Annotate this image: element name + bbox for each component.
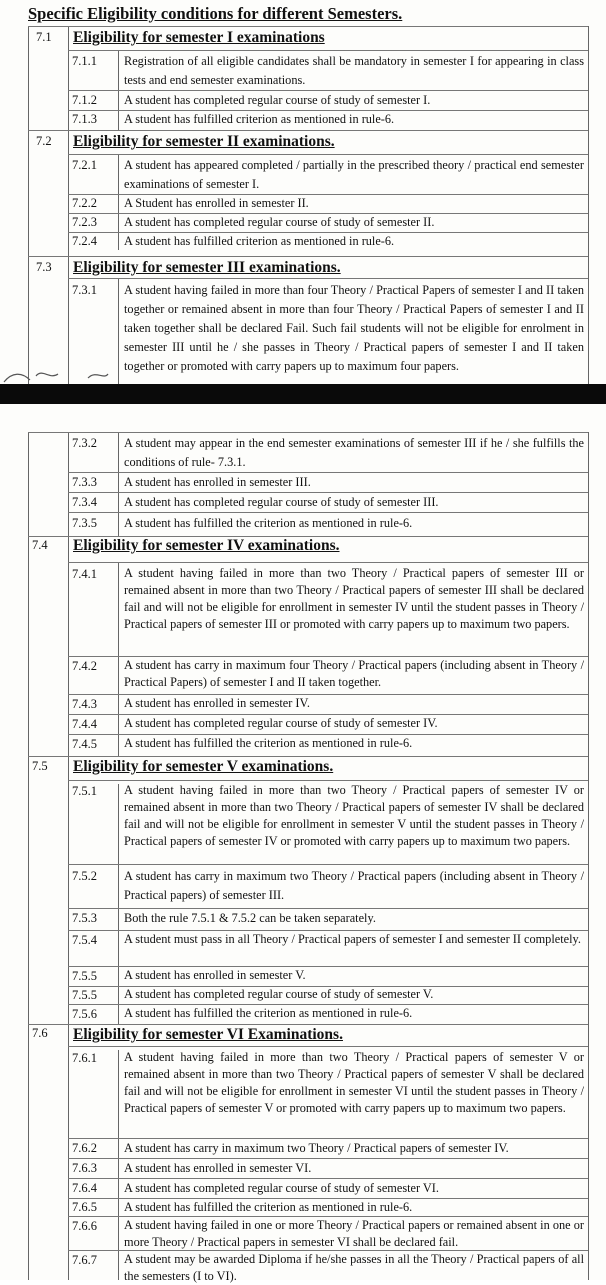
- table-border-rule: [118, 154, 119, 250]
- rule-text: A student has fulfilled the criterion as mentioned in rule-6.: [124, 1200, 413, 1214]
- rule-number: 7.6.3: [72, 1161, 97, 1175]
- page-heading: Specific Eligibility conditions for different Semesters.: [28, 4, 403, 23]
- table-rule-line: [68, 512, 588, 513]
- document-fragment-bottom: [0, 404, 606, 1283]
- table-border-rule: [118, 1050, 119, 1280]
- rule-number: 7.1.1: [72, 54, 97, 68]
- table-rule-line: [68, 864, 588, 865]
- rule-text: A Student has enrolled in semester II.: [124, 196, 309, 210]
- rule-number: 7.4.1: [72, 567, 97, 581]
- table-rule-line: [68, 780, 588, 781]
- rule-text: A student has enrolled in semester IV.: [124, 696, 310, 710]
- rule-number: 7.3.3: [72, 475, 97, 489]
- rule-number: 7.5.4: [72, 933, 97, 947]
- table-rule-line: [68, 562, 588, 563]
- rule-text: Both the rule 7.5.1 & 7.5.2 can be taken separately.: [124, 911, 376, 925]
- rule-number: 7.1.3: [72, 112, 97, 126]
- table-border-rule: [118, 784, 119, 1024]
- rule-text: A student having failed in more than two Theory / Practical papers of semester IV or remained absent in more than two Theory / Practical papers of semester IV shall be declared fail and will not be eligible for enrollment in semester V until the student passes in Theory / Practical papers of semester IV or promoted with carry papers up to maximum two papers.: [124, 783, 584, 848]
- rule-text: A student has fulfilled the criterion as mentioned in rule-6.: [124, 1006, 413, 1020]
- table-rule-line: [28, 432, 588, 433]
- rule-text: A student has fulfilled the criterion as mentioned in rule-6.: [124, 736, 413, 750]
- table-rule-line: [68, 154, 588, 155]
- rule-text: A student has completed regular course of study of semester V.: [124, 987, 434, 1001]
- table-rule-line: [28, 130, 588, 131]
- rule-text: A student having failed in one or more Theory / Practical papers or remained absent in one or more Theory / Practical papers in semester VI shall be declared fail.: [124, 1218, 584, 1249]
- rule-number: 7.6.5: [72, 1200, 97, 1214]
- section-title: Eligibility for semester II examinations.: [73, 133, 335, 150]
- rule-number: 7.6.4: [72, 1181, 97, 1195]
- table-border-right: [588, 432, 589, 1280]
- rule-number: 7.5.1: [72, 784, 97, 798]
- rule-text: A student has completed regular course of study of semester IV.: [124, 716, 438, 730]
- table-rule-line: [28, 26, 588, 27]
- table-border-rule: [118, 562, 119, 756]
- section-title: Eligibility for semester IV examinations.: [73, 537, 340, 554]
- rule-number: 7.4.4: [72, 717, 97, 731]
- document-fragment-top: [0, 0, 606, 384]
- section-number: 7.3: [36, 260, 52, 274]
- rule-text: A student has fulfilled criterion as mentioned in rule-6.: [124, 112, 395, 126]
- rule-number: 7.6.7: [72, 1253, 97, 1267]
- rule-number: 7.6.2: [72, 1141, 97, 1155]
- rule-number: 7.1.2: [72, 93, 97, 107]
- table-rule-line: [68, 50, 588, 51]
- rule-number: 7.6.6: [72, 1219, 97, 1233]
- rule-number: 7.4.5: [72, 737, 97, 751]
- rule-number: 7.5.2: [72, 869, 97, 883]
- rule-text: A student has fulfilled criterion as mentioned in rule-6.: [124, 234, 395, 248]
- section-title: Eligibility for semester I examinations: [73, 29, 325, 46]
- section-number: 7.2: [36, 134, 52, 148]
- rule-text: A student has carry in maximum two Theory / Practical papers of semester IV.: [124, 1141, 509, 1155]
- table-border-rule: [118, 278, 119, 384]
- table-border-rule: [118, 432, 119, 536]
- section-number: 7.5: [32, 759, 48, 773]
- photo-separator-band: [0, 384, 606, 404]
- rule-text: A student having failed in more than four Theory / Practical Papers of semester I and II taken together or remained absent in more than four Theory / Practical Papers of semester I and II taken together shall be declared Fail. Such fail students will not be eligible for enrolment in semester III until he / she passes in Theory / Practical papers of semester I and II taken together or promoted with carry papers up to maximum four papers.: [124, 283, 584, 373]
- rule-text: A student has completed regular course of study of semester III.: [124, 495, 439, 509]
- rule-text: A student has enrolled in semester V.: [124, 968, 306, 982]
- table-border-left: [28, 432, 29, 1280]
- rule-text: A student has completed regular course of study of semester VI.: [124, 1181, 439, 1195]
- rule-number: 7.5.5: [72, 988, 97, 1002]
- rule-number: 7.2.3: [72, 215, 97, 229]
- section-title: Eligibility for semester III examinations.: [73, 259, 341, 276]
- table-border-section: [68, 26, 69, 384]
- rule-number: 7.3.1: [72, 283, 97, 297]
- handwritten-scribble: [0, 366, 110, 384]
- rule-text: A student may be awarded Diploma if he/she passes in all the Theory / Practical papers of all the semesters (I to VI).: [124, 1252, 584, 1283]
- rule-number: 7.3.2: [72, 436, 97, 450]
- rule-text: A student has enrolled in semester VI.: [124, 1161, 312, 1175]
- section-number: 7.6: [32, 1026, 48, 1040]
- table-rule-line: [28, 1024, 588, 1025]
- rule-text: A student having failed in more than two Theory / Practical papers of semester V or remained absent in more than two Theory / Practical papers of semester V shall be declared fail and will not be eligible for enrollment in semester VI until the student passes in Theory / Practical papers of semester V or promoted with carry papers up to maximum two papers.: [124, 1050, 584, 1115]
- rule-text: A student has fulfilled the criterion as mentioned in rule-6.: [124, 516, 413, 530]
- rule-text: A student has enrolled in semester III.: [124, 475, 311, 489]
- section-title: Eligibility for semester VI Examinations.: [73, 1026, 343, 1043]
- table-rule-line: [68, 278, 588, 279]
- table-rule-line: [28, 756, 588, 757]
- rule-text: A student may appear in the end semester examinations of semester III if he / she fulfills the conditions of rule- 7.3.1.: [124, 436, 584, 469]
- table-rule-line: [28, 256, 588, 257]
- rule-number: 7.2.2: [72, 196, 97, 210]
- rule-text: Registration of all eligible candidates shall be mandatory in semester I for appearing in class tests and end semester examinations.: [124, 54, 584, 87]
- table-rule-line: [68, 1046, 588, 1047]
- table-border-left: [28, 26, 29, 384]
- table-border-right: [588, 26, 589, 384]
- rule-text: A student must pass in all Theory / Practical papers of semester I and semester II completely.: [124, 932, 581, 946]
- rule-text: A student has appeared completed / partially in the prescribed theory / practical end semester examinations of semester I.: [124, 158, 584, 191]
- rule-number: 7.2.1: [72, 158, 97, 172]
- rule-text: A student has carry in maximum four Theory / Practical papers (including absent in Theory / Practical Papers) of semester I and II taken together.: [124, 658, 584, 689]
- rule-number: 7.2.4: [72, 234, 97, 248]
- rule-text: A student has completed regular course of study of semester I.: [124, 93, 431, 107]
- rule-number: 7.5.3: [72, 911, 97, 925]
- section-number: 7.1: [36, 30, 52, 44]
- rule-number: 7.4.2: [72, 659, 97, 673]
- rule-text: A student having failed in more than two Theory / Practical papers of semester III or remained absent in more than two Theory / Practical papers of semester III shall be declared fail and will not be eligible for enrollment in semester IV until the student passes in Theory / Practical papers of semester III or promoted with carry papers up to maximum two papers.: [124, 566, 584, 631]
- rule-text: A student has completed regular course of study of semester II.: [124, 215, 435, 229]
- rule-number: 7.4.3: [72, 697, 97, 711]
- rule-number: 7.3.5: [72, 516, 97, 530]
- section-title: Eligibility for semester V examinations.: [73, 758, 334, 775]
- rule-number: 7.6.1: [72, 1051, 97, 1065]
- rule-text: A student has carry in maximum two Theory / Practical papers (including absent in Theory / Practical papers) of semester III.: [124, 869, 584, 902]
- table-border-section: [68, 432, 69, 1280]
- section-number: 7.4: [32, 538, 48, 552]
- rule-number: 7.5.5: [72, 969, 97, 983]
- rule-number: 7.5.6: [72, 1007, 97, 1021]
- rule-number: 7.3.4: [72, 495, 97, 509]
